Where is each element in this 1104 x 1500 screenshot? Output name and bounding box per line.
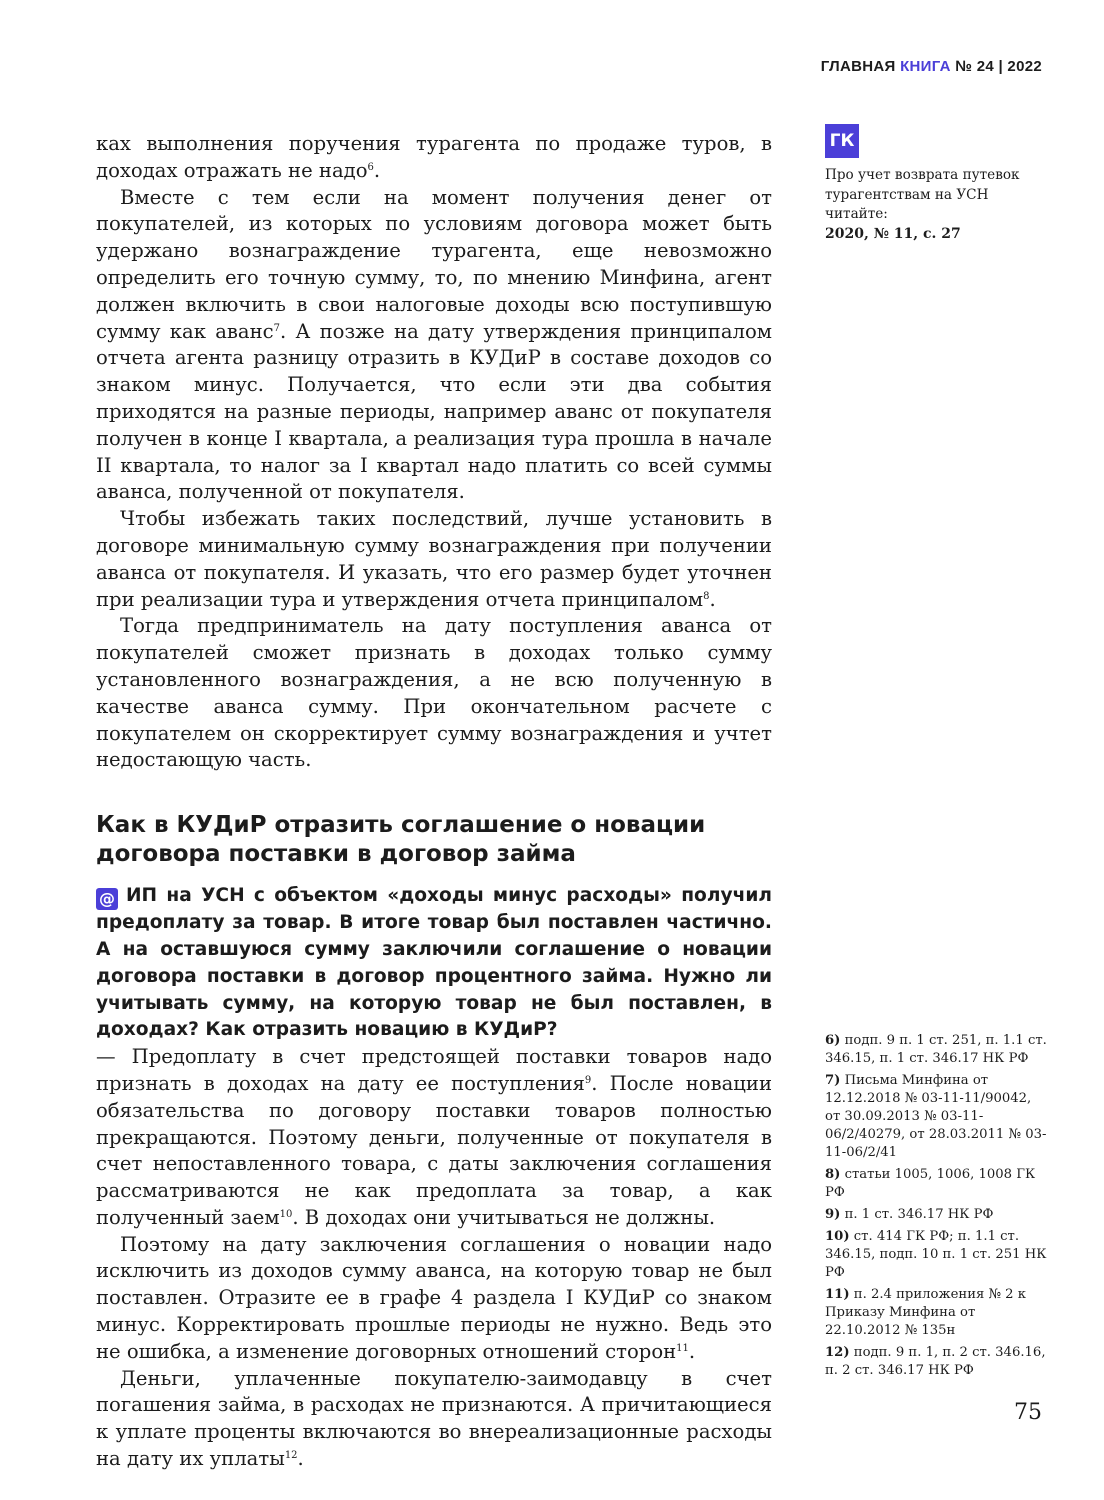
- footnote: 12) подп. 9 п. 1, п. 2 ст. 346.16, п. 2 ст. 346.17 НК РФ: [825, 1345, 1046, 1378]
- footnote-ref[interactable]: 12: [284, 1450, 298, 1462]
- article-body: [96, 131, 772, 1473]
- paragraph: Тогда предприниматель на дату поступления аванса от покупателей сможет признать в доходах только сумму установленного вознаграждения, а не всю полученную в качестве аванса сумму. При окончательном расчете с покупателем он скорректирует сумму вознаграждения и учтет недостающую часть.: [96, 614, 772, 772]
- footnote-ref[interactable]: 10: [279, 1208, 293, 1220]
- answer-paragraph: — Предоплату в счет предстоящей поставки товаров надо признать в доходах на дату ее поступления$^9$. После новации обязательства по договору поставки товаров полностью прекращаются. Поэтому деньги, полученные от покупателя в счет непоставленного товара, с даты заключения соглашения рассматриваются не как предоплата за товар, а как полученный заем$^{10}$. В доходах они учитываться не должны.: [96, 1045, 773, 1229]
- section-heading: Как в КУДиР отразить соглашение о новации договора поставки в договор займа: [96, 812, 706, 868]
- issue-number: № 24 | 2022: [955, 58, 1042, 75]
- paragraph: Поэтому на дату заключения соглашения о новации надо исключить из доходов сумму аванса, на которую товар не был поставлен. Отразите ее в графе 4 раздела I КУДиР со знаком минус. Корректировать прошлые периоды не нужно. Ведь это не ошибка, а изменение договорных отношений сторон$^{11}$.: [96, 1232, 772, 1363]
- sidebar-reference-citation: 2020, № 11, с. 27: [825, 225, 961, 242]
- paragraph: Деньги, уплаченные покупателю-заимодавцу в счет погашения займа, в расходах не признаются. А причитающиеся к уплате проценты включаются во внереализационные расходы на дату их уплаты$^{12}$.: [96, 1366, 772, 1471]
- sidebar-reference-text: Про учет возврата путевок турагентствам на УСН читайте:: [825, 167, 1020, 222]
- footnote: 6) подп. 9 п. 1 ст. 251, п. 1.1 ст. 346.15, п. 1 ст. 346.17 НК РФ: [825, 1033, 1047, 1066]
- paragraph: ках выполнения поручения турагента по продаже туров, в доходах отражать не надо$^6$.: [96, 132, 772, 182]
- magazine-title-accent: КНИГА: [900, 58, 951, 75]
- sidebar-reference: [825, 166, 1050, 244]
- reader-question: @ ИП на УСН с объектом «доходы минус расходы» получил предоплату за товар. В итоге товар был поставлен частично. А на оставшуюся сумму заключили соглашение о новации договора поставки в договор процентного займа. Нужно ли учитывать сумму, на которую товар не был поставлен, в доходах? Как отразить новацию в КУДиР?: [96, 885, 772, 1041]
- footnote: 11) п. 2.4 приложения № 2 к Приказу Минфина от 22.10.2012 № 135н: [825, 1287, 1026, 1338]
- magazine-title-main: ГЛАВНАЯ: [820, 58, 896, 75]
- at-icon: @: [96, 888, 118, 910]
- footnote-ref[interactable]: 11: [676, 1342, 689, 1354]
- paragraph: Вместе с тем если на момент получения денег от покупателей, из которых по условиям договора может быть удержано вознаграждение турагента, еще невозможно определить его точную сумму, то, по мнению Минфина, агент должен включить в свои налоговые доходы всю поступившую сумму как аванс$^7$. А позже на дату утверждения принципалом отчета агента разницу отразить в КУДиР в составе доходов со знаком минус. Получается, что если эти два события приходятся на разные периоды, например аванс от покупателя получен в конце I квартала, а реализация тура прошла в начале II квартала, то налог за I квартал надо платить со всей суммы аванса, полученной от покупателя.: [96, 185, 772, 504]
- footnote-ref[interactable]: 6: [367, 161, 374, 173]
- footnote: 10) ст. 414 ГК РФ; п. 1.1 ст. 346.15, подп. 10 п. 1 ст. 251 НК РФ: [825, 1229, 1047, 1280]
- footnote-ref[interactable]: 9: [584, 1074, 592, 1086]
- gk-logo-icon: ГК: [825, 124, 859, 158]
- page-number: 75: [1014, 1400, 1042, 1425]
- paragraph: Чтобы избежать таких последствий, лучше установить в договоре минимальную сумму вознаграждения при получении аванса от покупателя. И указать, что его размер будет уточнен при реализации тура и утверждения отчета принципалом$^8$.: [96, 507, 772, 611]
- footnotes-column: [825, 1032, 1050, 1384]
- footnote-ref[interactable]: 8: [703, 590, 710, 602]
- footnote-ref[interactable]: 7: [273, 322, 281, 334]
- footnote: 8) статьи 1005, 1006, 1008 ГК РФ: [825, 1167, 1036, 1200]
- footnote: 7) Письма Минфина от 12.12.2018 № 03-11-11/90042, от 30.09.2013 № 03-11-06/2/40279, от 28.03.2011 № 03-11-06/2/41: [825, 1073, 1047, 1160]
- footnote: 9) п. 1 ст. 346.17 НК РФ: [825, 1207, 994, 1222]
- running-header: [821, 58, 1042, 75]
